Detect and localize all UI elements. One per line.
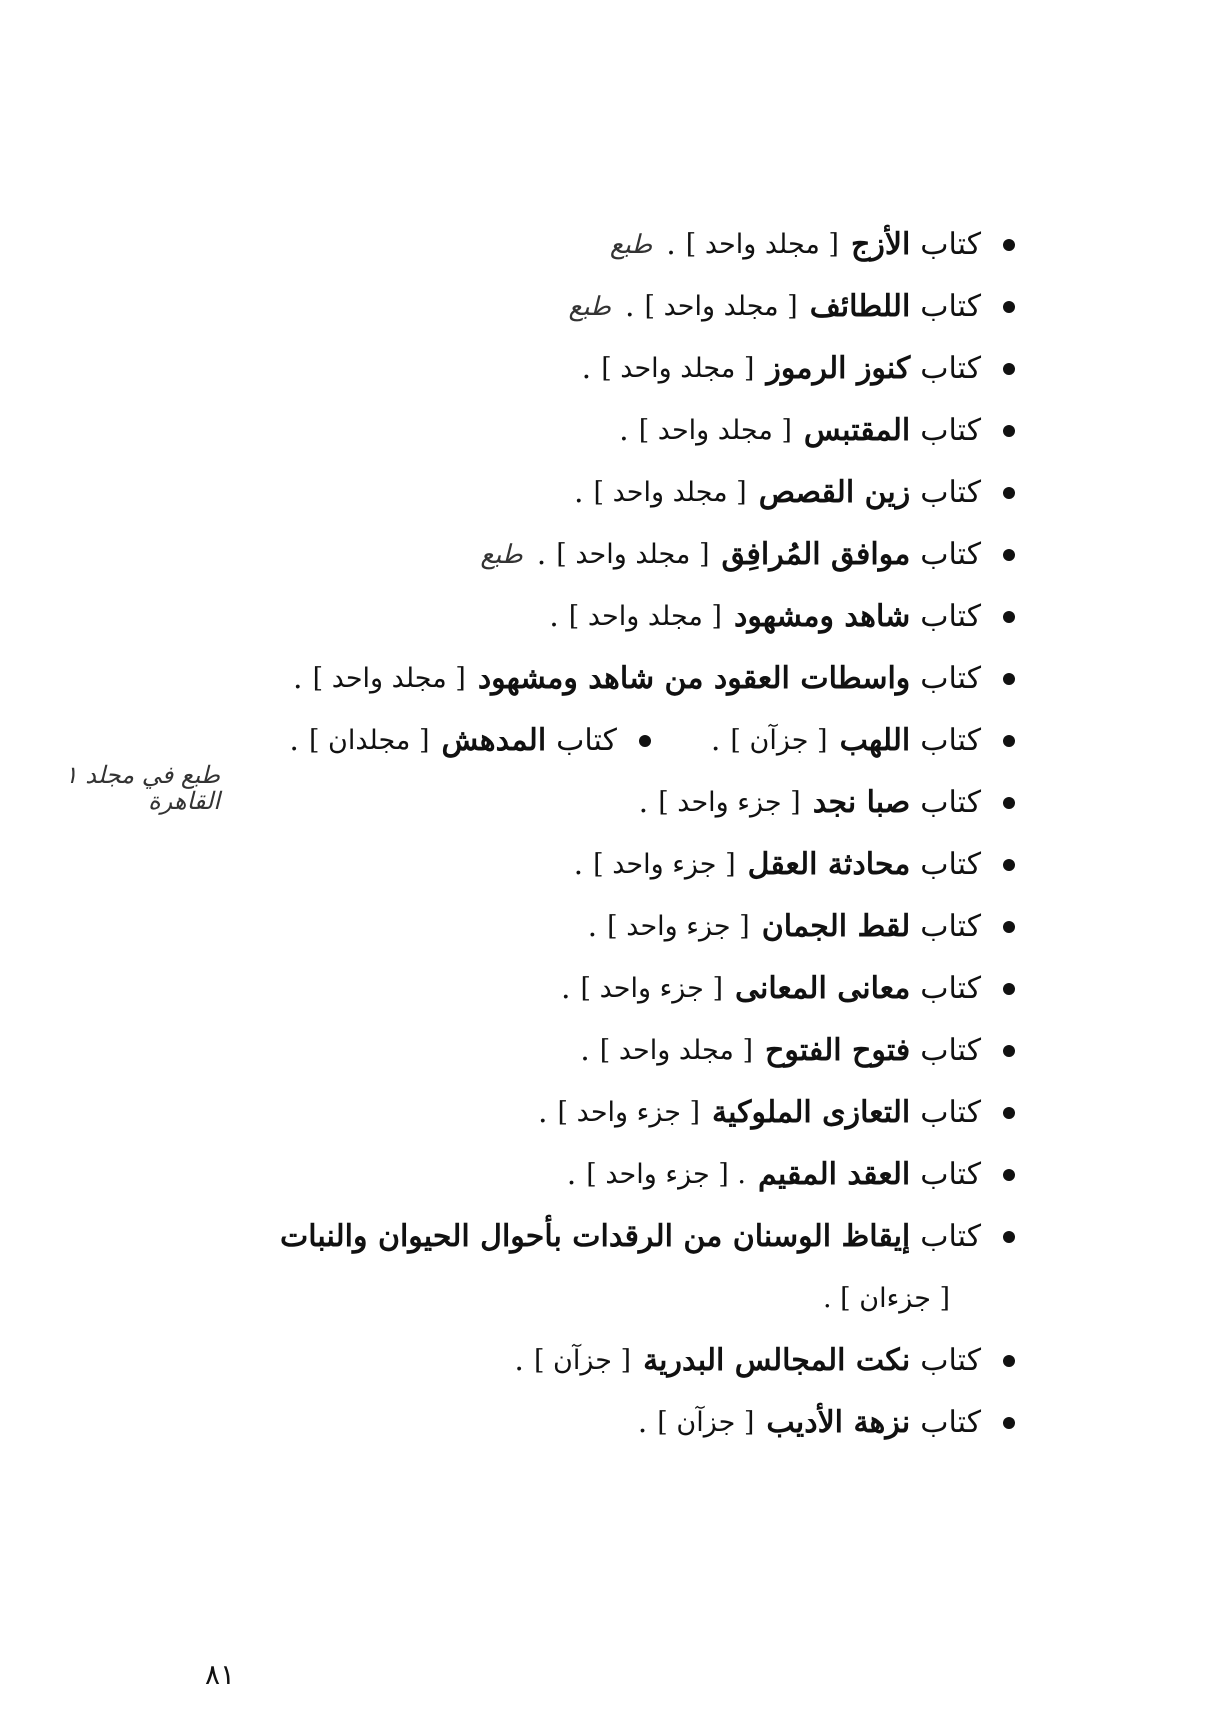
volume-note: [ مجلد واحد ]	[638, 415, 792, 446]
period: .	[581, 351, 592, 386]
handwritten-note: طبع	[568, 292, 611, 322]
bullet	[1003, 1107, 1015, 1119]
list-item	[619, 411, 1015, 451]
book-title: المدهش	[441, 723, 547, 758]
book-title: إيقاظ الوسنان من الرقدات بأحوال الحيوان والنبات	[280, 1219, 911, 1254]
bullet	[1003, 859, 1015, 871]
bullet	[1003, 363, 1015, 375]
book-prefix: كتاب	[920, 661, 981, 696]
book-prefix: كتاب	[556, 723, 617, 758]
book-prefix: كتاب	[920, 537, 981, 572]
book-prefix: كتاب	[920, 1343, 981, 1378]
volume-note: . [ جزء واحد ]	[586, 1159, 746, 1190]
volume-note: [ مجلدان ]	[308, 725, 430, 756]
book-title: زين القصص	[758, 475, 911, 510]
period: .	[710, 723, 721, 758]
book-title: الأزج	[850, 227, 911, 262]
book-title: فتوح الفتوح	[765, 1033, 911, 1068]
book-title: اللطائف	[809, 289, 911, 324]
list-item	[569, 287, 1015, 327]
volume-note: [ مجلد واحد ]	[568, 601, 722, 632]
list-item	[289, 721, 1015, 761]
list-item	[549, 597, 1015, 637]
volume-note: [ جزء واحد ]	[557, 1097, 701, 1128]
book-title: معانى المعانى	[735, 971, 911, 1006]
volume-note: [ جزآن ]	[730, 725, 828, 756]
book-prefix: كتاب	[920, 971, 981, 1006]
period: .	[580, 1033, 590, 1068]
list-item	[514, 1341, 1015, 1381]
volume-note: [ جزآن ]	[657, 1407, 755, 1438]
book-prefix: كتاب	[920, 1033, 981, 1068]
bullet	[1003, 983, 1015, 995]
list-item	[580, 1031, 1015, 1071]
book-title: اللهب	[839, 723, 911, 758]
period: .	[619, 413, 629, 448]
book-prefix: كتاب	[920, 413, 981, 448]
book-title: واسطات العقود من شاهد ومشهود	[477, 661, 911, 696]
handwritten-margin-note: طبع في مجلد ١ القاهرة	[64, 761, 220, 815]
book-prefix: كتاب	[920, 351, 981, 386]
bullet	[1003, 673, 1015, 685]
bullet	[1003, 1417, 1015, 1429]
book-title: محادثة العقل	[747, 847, 911, 882]
period: .	[549, 599, 559, 634]
period: .	[566, 1157, 577, 1192]
list-item	[574, 845, 1015, 885]
second-entry	[289, 721, 650, 761]
bullet	[1003, 1355, 1015, 1367]
period: .	[624, 289, 635, 324]
period: .	[573, 475, 584, 510]
volume-note: [ مجلد واحد ]	[599, 1035, 753, 1066]
bullet	[1003, 921, 1015, 933]
book-prefix: كتاب	[920, 599, 981, 634]
book-prefix: كتاب	[920, 475, 981, 510]
book-prefix: كتاب	[920, 785, 981, 820]
period: .	[536, 537, 547, 572]
book-prefix: كتاب	[920, 227, 981, 262]
list-item	[567, 1155, 1015, 1195]
bullet	[1003, 1231, 1015, 1243]
period: .	[289, 723, 299, 758]
bullet	[639, 735, 651, 747]
book-title: التعازى الملوكية	[712, 1095, 911, 1130]
book-title: كنوز الرموز	[766, 351, 911, 386]
period: .	[293, 661, 303, 696]
book-title: شاهد ومشهود	[733, 599, 911, 634]
book-prefix: كتاب	[920, 1095, 981, 1130]
period: .	[560, 971, 571, 1006]
period: .	[666, 227, 676, 262]
list-item	[561, 969, 1015, 1009]
volume-note: [ مجلد واحد ]	[644, 291, 798, 322]
book-prefix: كتاب	[920, 723, 981, 758]
bullet	[1003, 1045, 1015, 1057]
volume-note: [ مجلد واحد ]	[556, 539, 710, 570]
book-prefix: كتاب	[920, 1405, 981, 1440]
period: .	[638, 785, 649, 820]
period: .	[573, 847, 584, 882]
volume-note: [ مجلد واحد ]	[685, 229, 839, 260]
volume-note: [ جزء واحد ]	[607, 911, 750, 942]
bullet	[1003, 239, 1015, 251]
book-title: صبا نجد	[812, 785, 911, 820]
period: .	[537, 1095, 548, 1130]
book-prefix: كتاب	[920, 847, 981, 882]
volume-note: [ جزء واحد ]	[593, 849, 736, 880]
bullet	[1003, 487, 1015, 499]
book-title: نكت المجالس البدرية	[643, 1343, 911, 1378]
bullet	[1003, 797, 1015, 809]
book-prefix: كتاب	[920, 1219, 981, 1254]
volume-note: [ جزء واحد ]	[580, 973, 723, 1004]
book-prefix: كتاب	[920, 289, 981, 324]
continuation-line: [ جزءان ] .	[822, 1283, 950, 1314]
list-item	[480, 535, 1015, 575]
volume-note: [ مجلد واحد ]	[312, 663, 466, 694]
book-title: المقتبس	[803, 413, 911, 448]
volume-note: [ مجلد واحد ]	[601, 353, 755, 384]
bullet	[1003, 735, 1015, 747]
list-item	[574, 473, 1015, 513]
volume-note: [ جزآن ]	[533, 1345, 632, 1376]
bullet	[1003, 301, 1015, 313]
bullet	[1003, 549, 1015, 561]
book-prefix: كتاب	[920, 1157, 981, 1192]
list-item	[280, 1217, 1015, 1257]
period: .	[587, 909, 598, 944]
list-item	[538, 1093, 1015, 1133]
bullet	[1003, 611, 1015, 623]
handwritten-note: طبع	[480, 540, 523, 570]
list-item	[582, 349, 1015, 389]
book-title: موافق المُرافِق	[721, 537, 911, 572]
list-item	[638, 1403, 1015, 1443]
list-item	[610, 225, 1015, 265]
volume-note: [ جزء واحد ]	[658, 787, 801, 818]
book-title: لقط الجمان	[761, 909, 911, 944]
list-item	[639, 783, 1015, 823]
book-prefix: كتاب	[920, 909, 981, 944]
list-item	[588, 907, 1015, 947]
volume-note: [ مجلد واحد ]	[593, 477, 747, 508]
page-number: ٨١	[205, 1658, 236, 1691]
period: .	[514, 1343, 524, 1378]
list-item	[293, 659, 1015, 699]
handwritten-note: طبع	[609, 230, 653, 260]
book-title: نزهة الأديب	[766, 1405, 911, 1440]
book-title: العقد المقيم	[757, 1157, 911, 1192]
bullet	[1003, 425, 1015, 437]
bullet	[1003, 1169, 1015, 1181]
period: .	[637, 1405, 648, 1440]
